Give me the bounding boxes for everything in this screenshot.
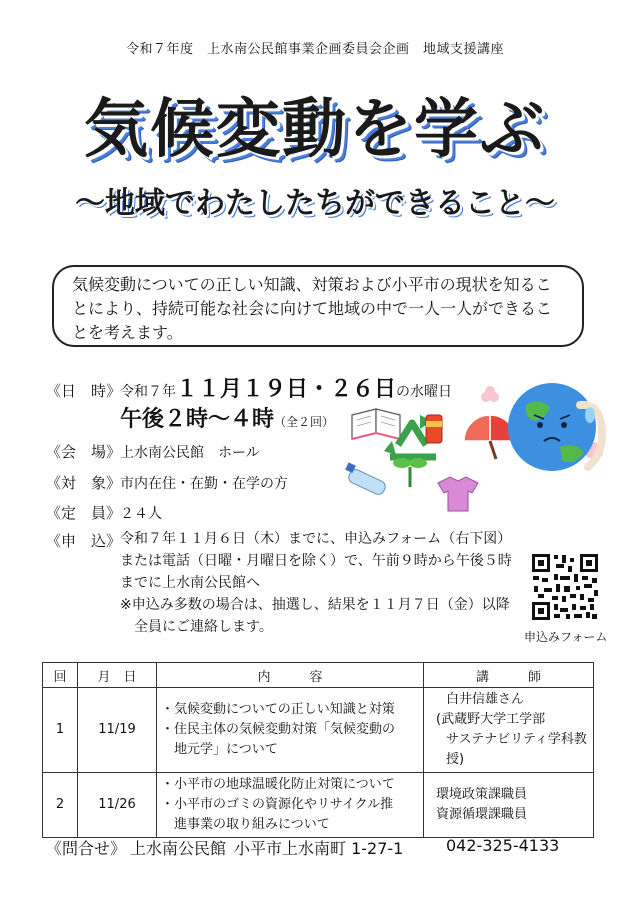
date-label: 《日 時》	[46, 382, 122, 400]
row-date: 11/26	[78, 773, 157, 838]
header-lecturer: 講 師	[424, 663, 594, 688]
lecturer-line: 環境政策課職員	[436, 787, 528, 802]
content-line: ・気候変動についての正しい知識と対策	[161, 702, 395, 717]
organizer-line: 令和７年度 上水南公民館事業企画委員会企画 地域支援講座	[125, 42, 504, 57]
apply-line: 令和７年１１月６日（木）までに、申込みフォーム（右下図）	[120, 531, 512, 547]
sprout-icon	[393, 458, 427, 487]
qr-code-icon[interactable]	[530, 552, 600, 622]
row-lecturer	[424, 773, 594, 838]
main-title: 気候変動を学ぶ	[84, 93, 546, 167]
content-line: 進事業の取り組みについて	[161, 817, 330, 832]
row-num: 1	[43, 688, 78, 773]
header-content: 内 容	[157, 663, 424, 688]
bottle-icon	[345, 462, 387, 496]
date-suffix: の水曜日	[396, 384, 453, 400]
content-line: ・小平市の地球温暖化防止対策について	[161, 777, 395, 792]
venue-label: 《会 場》	[46, 443, 122, 461]
contact-name: 上水南公民館	[130, 839, 227, 858]
venue-value: 上水南公民館 ホール	[120, 445, 260, 461]
date-prefix: 令和７年	[120, 384, 176, 400]
apply-text	[120, 528, 530, 638]
lecturer-line: サステナビリティ学科教授)	[446, 732, 587, 767]
tshirt-icon	[438, 477, 478, 511]
intro-box: 気候変動についての正しい知識、対策および小平市の現状を知ることにより、持続可能な社会に向けて地域の中で一人一人ができることを考えます。	[52, 265, 584, 347]
content-line: ・住民主体の気候変動対策「気候変動の	[161, 722, 396, 737]
table-header-row	[43, 663, 594, 688]
row-num: 2	[43, 773, 78, 838]
lecturer-line: (武蔵野大学工学部	[436, 712, 546, 727]
date-days: １１月１９日・２６日	[176, 377, 397, 402]
earth-icon	[508, 383, 602, 471]
contact-address: 小平市上水南町 1-27-1	[234, 839, 404, 858]
apply-note-line: 全員にご連絡します。	[134, 619, 273, 635]
apply-line: または電話（日曜・月曜日を除く）で、午前９時から午後５時	[120, 553, 512, 569]
row-content	[157, 688, 424, 773]
header-date: 月 日	[78, 663, 157, 688]
subtitle: ～地域でわたしたちができること～	[75, 186, 555, 221]
table-row	[43, 773, 594, 838]
content-line: ・小平市のゴミの資源化やリサイクル推	[161, 797, 394, 812]
qr-label: 申込みフォーム	[524, 630, 608, 644]
target-label: 《対 象》	[46, 474, 122, 492]
table-row	[43, 688, 594, 773]
book-icon	[352, 409, 400, 439]
time-value	[120, 402, 334, 433]
schedule-table	[42, 662, 594, 838]
content-line: 地元学」について	[161, 742, 278, 757]
time-range: 午後２時～４時	[120, 407, 275, 432]
lecturer-line: 資源循環課職員	[436, 807, 528, 822]
apply-note-line: ※申込み多数の場合は、抽選し、結果を１１月７日（金）以降	[120, 597, 510, 613]
header-num: 回	[43, 663, 78, 688]
contact-phone[interactable]: 042-325-4133	[446, 836, 560, 855]
time-note: （全２回）	[274, 415, 335, 429]
capacity-value: ２４人	[120, 506, 162, 522]
apply-label: 《申 込》	[46, 532, 122, 550]
fan-icon	[464, 415, 516, 459]
apply-line: までに上水南公民館へ	[120, 575, 260, 591]
lecturer-line: 白井信雄さん	[446, 692, 525, 707]
row-content	[157, 773, 424, 838]
climate-illustration	[340, 375, 615, 525]
row-lecturer	[424, 688, 594, 773]
row-date: 11/19	[78, 688, 157, 773]
contact-label: 《問合せ》	[46, 839, 127, 858]
capacity-label: 《定 員》	[46, 504, 122, 522]
target-value: 市内在住・在勤・在学の方	[120, 476, 288, 492]
can-icon	[426, 415, 442, 443]
